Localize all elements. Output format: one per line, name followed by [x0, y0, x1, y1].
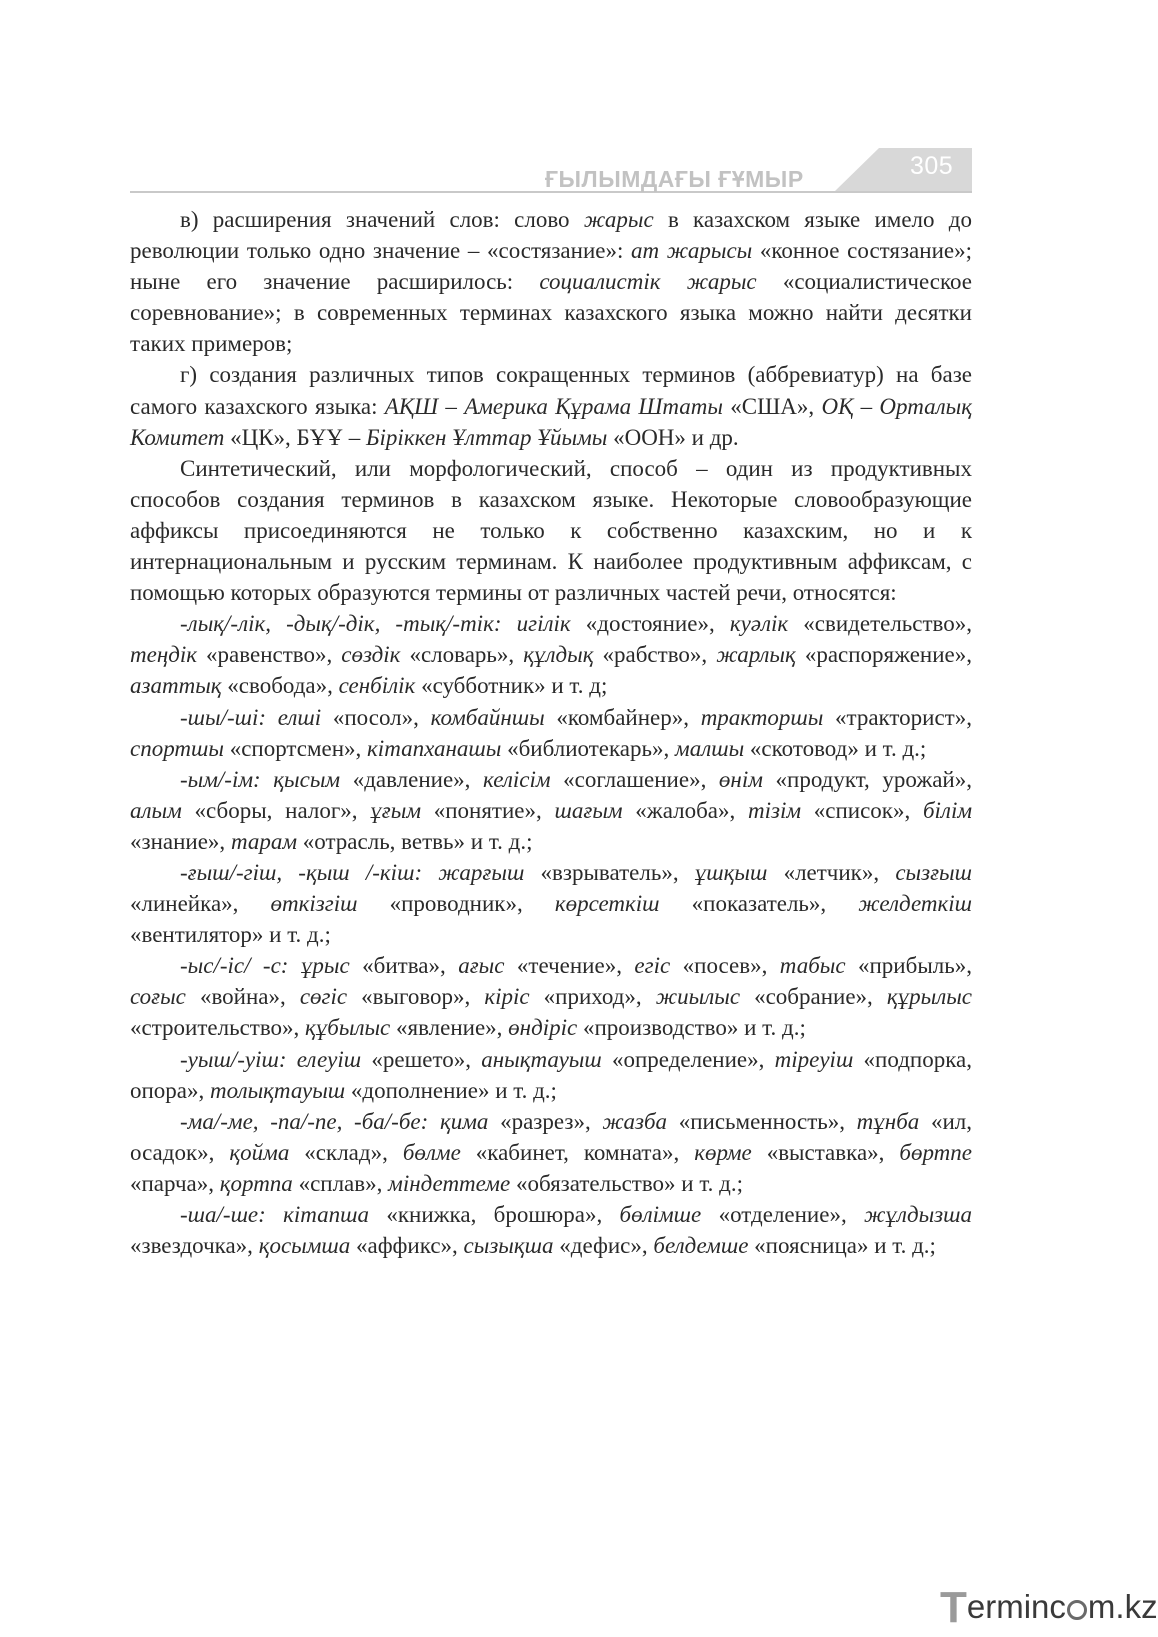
paragraph — [130, 453, 972, 608]
magnifier-icon — [1067, 1600, 1087, 1620]
italic-term: бөртпе — [899, 1139, 972, 1165]
paragraph — [130, 608, 972, 701]
italic-term: егіс — [634, 953, 671, 979]
watermark-text-b: m.kz — [1087, 1588, 1158, 1625]
text-run: «свидетельство», — [788, 611, 973, 637]
text-run: «свобода», — [221, 673, 339, 699]
paragraph — [130, 204, 972, 359]
italic-term: азаттық — [130, 673, 222, 699]
text-run: «аффикс», — [350, 1233, 464, 1259]
text-run: «кабинет, комната», — [460, 1139, 695, 1165]
text-run: «война», — [185, 984, 300, 1010]
text-run: «письменность», — [667, 1108, 857, 1134]
text-run: «посев», — [670, 953, 780, 979]
italic-term: көрме — [694, 1139, 752, 1165]
italic-term: Біріккен Ұлттар Ұйымы — [365, 424, 608, 450]
paragraph — [130, 702, 972, 764]
text-run: «дополнение» и т. д.; — [345, 1077, 557, 1103]
italic-term: құбылыс — [305, 1015, 391, 1041]
italic-term: міндеттеме — [388, 1170, 511, 1196]
text-run: «обязательство» и т. д.; — [510, 1170, 744, 1196]
italic-term: ұшқыш — [694, 859, 768, 885]
italic-term: спортшы — [130, 735, 224, 761]
italic-term: -ым/-ім: қысым — [180, 766, 341, 792]
text-run: «поясница» и т. д.; — [748, 1233, 936, 1259]
italic-term: жиылыс — [655, 984, 741, 1010]
italic-term: сызықша — [463, 1233, 554, 1259]
text-run: «знание», — [130, 828, 231, 854]
italic-term: өндіріс — [508, 1015, 578, 1041]
italic-term: жазба — [602, 1108, 668, 1134]
italic-term: кітапханашы — [367, 735, 502, 761]
italic-term: өткізгіш — [270, 891, 358, 917]
site-watermark — [940, 1583, 1158, 1633]
italic-term: сызғыш — [895, 859, 972, 885]
paragraph — [130, 1106, 972, 1199]
text-run: «определение», — [601, 1046, 775, 1072]
text-run: «жалоба», — [622, 797, 748, 823]
text-run: «комбайнер», — [544, 704, 701, 730]
italic-term: ағыс — [458, 953, 505, 979]
italic-term: тұнба — [856, 1108, 920, 1134]
italic-term: куәлік — [729, 611, 789, 637]
page-body-text — [130, 204, 972, 1261]
italic-term: келісім — [483, 766, 551, 792]
italic-term: бөлімше — [619, 1202, 702, 1227]
italic-term: жарыс — [583, 207, 654, 232]
text-run: «библиотекарь», — [501, 735, 676, 761]
paragraph — [130, 1199, 972, 1261]
text-run: «выставка», — [751, 1139, 900, 1165]
italic-term: өнім — [718, 766, 763, 792]
italic-term: тіреуіш — [774, 1046, 854, 1072]
italic-term: жарлық — [716, 642, 796, 668]
text-run: «ЦК», БҰҰ – — [224, 424, 366, 450]
italic-term: анықтауыш — [481, 1046, 602, 1072]
text-run: «отделение», — [701, 1202, 865, 1227]
italic-term: көрсеткіш — [554, 891, 660, 917]
italic-term: тізім — [747, 797, 802, 823]
paragraph — [130, 359, 972, 452]
text-run: «достояние», — [570, 611, 730, 637]
text-run: «разрез», — [488, 1108, 603, 1134]
italic-term: ат жарысы — [631, 238, 753, 264]
italic-term: толықтауыш — [210, 1077, 346, 1103]
italic-term: құрылыс — [886, 984, 973, 1010]
text-run: «словарь», — [400, 642, 524, 668]
text-run: «вентилятор» и т. д.; — [130, 922, 331, 948]
text-run: «соглашение», — [550, 766, 719, 792]
text-run: «субботник» и т. д; — [415, 673, 608, 699]
italic-term: алым — [130, 797, 182, 823]
italic-term: -лық/-лік, -дық/-дік, -тық/-тік: игілік — [180, 611, 571, 637]
italic-term: -ма/-ме, -па/-пе, -ба/-бе: қима — [180, 1108, 489, 1134]
italic-term: қойма — [229, 1139, 290, 1165]
text-run: «давление», — [340, 766, 484, 792]
italic-term: ұғым — [370, 797, 421, 823]
text-run: «решето», — [361, 1046, 482, 1072]
text-run: «взрыватель», — [524, 859, 695, 885]
italic-term: малшы — [675, 735, 745, 761]
italic-term: трактоpшы — [700, 704, 824, 730]
text-run: «отрасль, ветвь» и т. д.; — [297, 828, 533, 854]
italic-term: қортпа — [219, 1170, 293, 1196]
text-run: «ил, осадок», — [130, 1108, 972, 1165]
text-run: «приход», — [529, 984, 656, 1010]
paragraph — [130, 764, 972, 857]
text-run: «склад», — [289, 1139, 403, 1165]
text-run: «проводник», — [357, 891, 555, 917]
italic-term: білім — [922, 797, 973, 823]
text-run: г) создания различных типов сокращенных терминов (аббревиатур) на базе самого казахского языка: — [130, 362, 972, 419]
italic-term: жұлдызша — [864, 1202, 973, 1227]
text-run: «звездочка», — [130, 1233, 259, 1259]
italic-term: АҚШ – Америка Құрама Штаты — [384, 393, 723, 419]
italic-term: ОҚ – Орталық Комитет — [130, 393, 972, 450]
italic-term: соғыс — [130, 984, 186, 1010]
text-run: «течение», — [504, 953, 635, 979]
italic-term: белдемше — [653, 1233, 749, 1259]
italic-term: -ша/-ше: кітапша — [180, 1202, 370, 1227]
italic-term: теңдік — [130, 642, 198, 668]
text-run: «равенство», — [197, 642, 342, 668]
text-run: «США», — [722, 393, 822, 419]
paragraph — [130, 950, 972, 1043]
paragraph — [130, 857, 972, 950]
text-run: «производство» и т. д.; — [577, 1015, 806, 1041]
italic-term: -уыш/-уіш: елеуіш — [180, 1046, 362, 1072]
italic-term: -ыс/-іс/ -с: ұрыс — [180, 953, 350, 979]
italic-term: желдеткіш — [858, 891, 972, 917]
text-run: «строительство», — [130, 1015, 306, 1041]
italic-term: табыс — [779, 953, 846, 979]
paragraph — [130, 1044, 972, 1106]
text-run: «дефис», — [553, 1233, 654, 1259]
italic-term: комбайншы — [430, 704, 545, 730]
text-run: «летчик», — [767, 859, 896, 885]
page-number: 305 — [910, 152, 954, 180]
text-run: «рабство», — [593, 642, 717, 668]
text-run: «посол», — [321, 704, 431, 730]
text-run: «собрание», — [740, 984, 887, 1010]
text-run: «книжка, брошюра», — [369, 1202, 620, 1227]
text-run: «социалистическое соревнование»; в современных терминах казахского языка можно найти десятки таких примеров; — [130, 269, 972, 357]
italic-term: шағым — [554, 797, 623, 823]
italic-term: -шы/-ші: елші — [180, 704, 322, 730]
italic-term: социалистік жарыс — [539, 269, 757, 295]
text-run: «скотовод» и т. д.; — [744, 735, 927, 761]
text-run: «показатель», — [659, 891, 859, 917]
text-run: в казахском языке имело до революции только одно значение – «состязание»: — [130, 207, 972, 264]
text-run: «спортсмен», — [223, 735, 368, 761]
text-run: «линейка», — [130, 891, 271, 917]
text-run: «тракторист», — [823, 704, 972, 730]
text-run: «конное состязание»; ныне его значение расширилось: — [130, 238, 972, 295]
text-run: «список», — [801, 797, 923, 823]
text-run: «понятие», — [421, 797, 555, 823]
text-run: «сборы, налог», — [181, 797, 371, 823]
running-title: ҒЫЛЫМДАҒЫ ҒҰМЫР — [545, 166, 804, 192]
italic-term: қосымша — [258, 1233, 351, 1259]
text-run: «парча», — [130, 1170, 220, 1196]
italic-term: бөлме — [402, 1139, 461, 1165]
text-run: «ООН» и др. — [607, 424, 739, 450]
italic-term: сенбілік — [338, 673, 416, 699]
italic-term: құлдық — [523, 642, 594, 668]
watermark-text-a: erminc — [966, 1588, 1066, 1625]
text-run: «явление», — [390, 1015, 509, 1041]
text-run: «продукт, урожай», — [762, 766, 972, 792]
text-run: «битва», — [349, 953, 459, 979]
text-run: «выговор», — [347, 984, 485, 1010]
italic-term: сөздік — [341, 642, 401, 668]
italic-term: -ғыш/-гіш, -қыш /-кіш: жарғыш — [180, 859, 525, 885]
watermark-initial: T — [940, 1583, 967, 1632]
text-run: «подпорка, опора», — [130, 1046, 972, 1103]
italic-term: тарам — [230, 828, 298, 854]
text-run: Синтетический, или морфологический, способ – один из продуктивных способов создания терминов в казахском языке. Некоторые словообразующие аффиксы присоединяются не только к собственно казахским, но и к интернациональным и русским терминам. К наиболее продуктивным аффиксам, с помощью которых образуются термины от различных частей речи, относятся: — [130, 455, 972, 606]
text-run: «прибыль», — [845, 953, 972, 979]
text-run: «сплав», — [292, 1170, 389, 1196]
text-run: в) расширения значений слов: слово — [180, 207, 584, 232]
text-run: «распоряжение», — [795, 642, 972, 668]
italic-term: кіріс — [484, 984, 530, 1010]
italic-term: сөгіс — [299, 984, 348, 1010]
